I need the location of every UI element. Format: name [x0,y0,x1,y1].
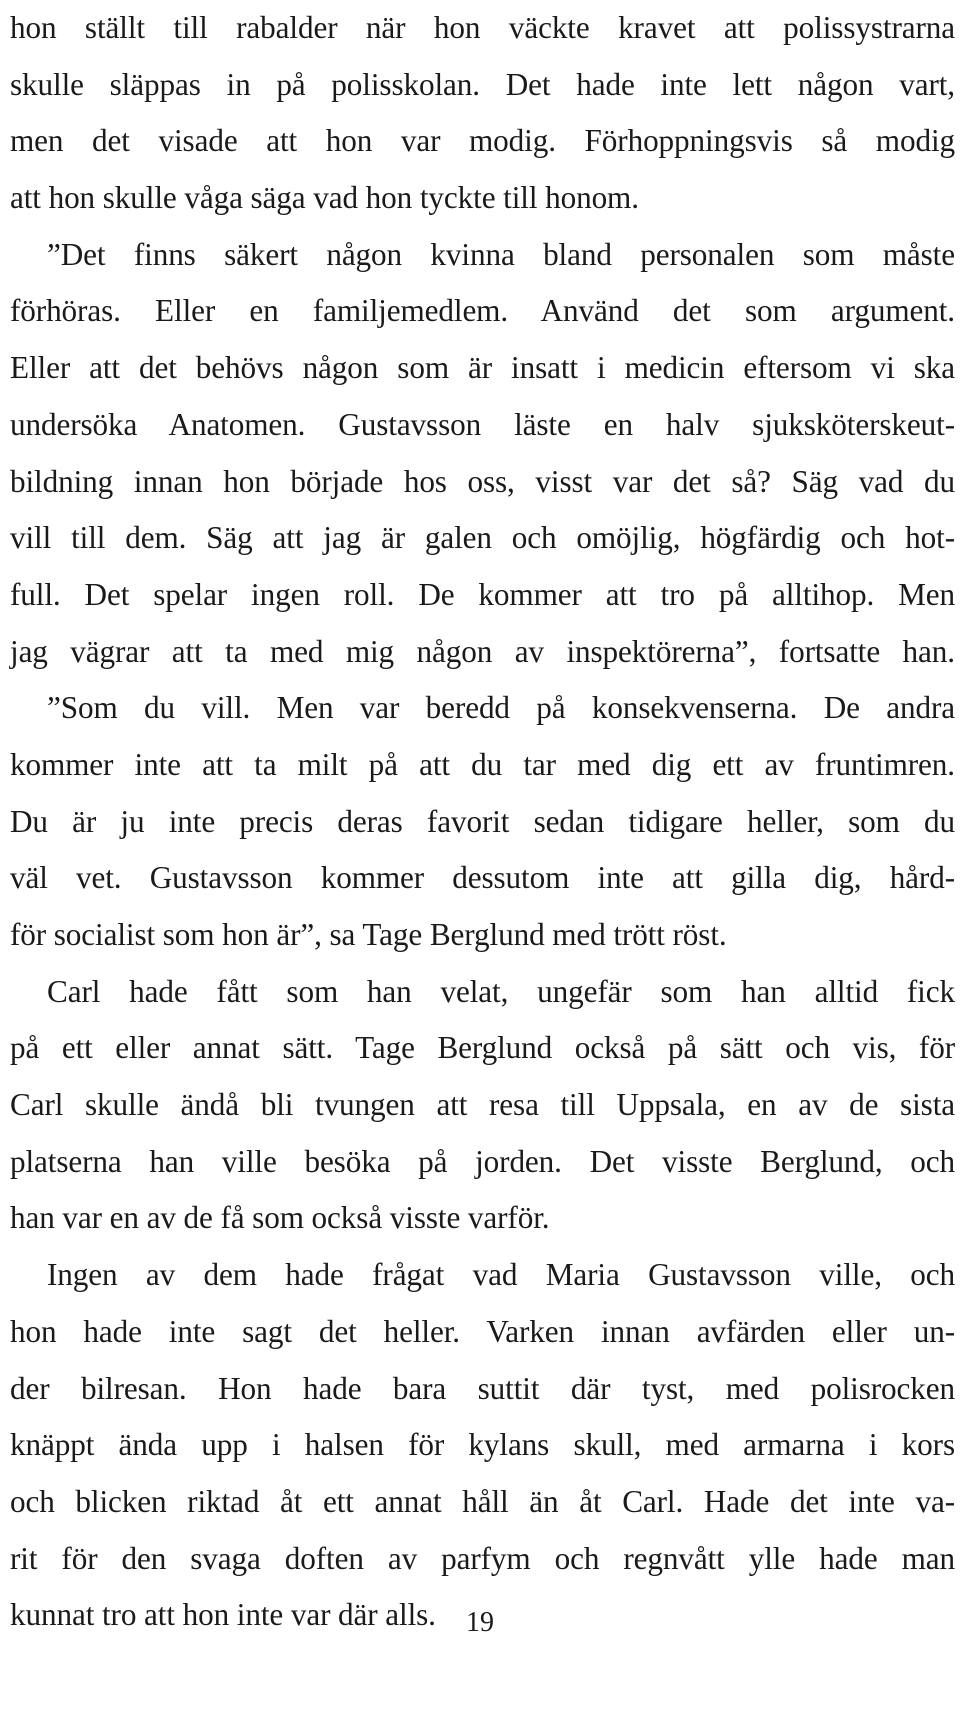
text-line: och blicken riktad åt ett annat håll än åt Carl. Hade det inte va- [10,1483,955,1519]
text-line: jag vägrar att ta med mig någon av inspektörerna”, fortsatte han. [10,633,955,669]
text-line: att hon skulle våga säga vad hon tyckte till honom. [10,180,639,216]
text-line: han var en av de få som också visste varför. [10,1200,550,1236]
paragraph-start-line: Carl hade fått som han velat, ungefär som han alltid fick [47,973,955,1009]
text-line: undersöka Anatomen. Gustavsson läste en halv sjuksköterskeut- [10,406,955,442]
text-line: förhöras. Eller en familjemedlem. Använd det som argument. [10,293,955,329]
text-line: väl vet. Gustavsson kommer dessutom inte att gilla dig, hård- [10,860,955,896]
paragraph-start-line: ”Som du vill. Men var beredd på konsekvenserna. De andra [47,690,955,726]
text-line: platserna han ville besöka på jorden. Det visste Berglund, och [10,1143,955,1179]
text-line: Du är ju inte precis deras favorit sedan tidigare heller, som du [10,803,955,839]
text-line: bildning innan hon började hos oss, visst var det så? Säg vad du [10,463,955,499]
text-line: full. Det spelar ingen roll. De kommer att tro på alltihop. Men [10,576,955,612]
text-page [10,0,955,1644]
text-line: der bilresan. Hon hade bara suttit där tyst, med polisrocken [10,1370,955,1406]
text-line: rit för den svaga doften av parfym och regnvått ylle hade man [10,1540,955,1576]
text-line: vill till dem. Säg att jag är galen och omöjlig, högfärdig och hot- [10,520,955,556]
text-line: knäppt ända upp i halsen för kylans skull, med armarna i kors [10,1427,955,1463]
text-line: hon hade inte sagt det heller. Varken innan avfärden eller un- [10,1313,955,1349]
page-number: 19 [466,1607,494,1638]
text-line: Eller att det behövs någon som är insatt i medicin eftersom vi ska [10,350,955,386]
text-line: men det visade att hon var modig. Förhoppningsvis så modig [10,123,955,159]
text-line: kunnat tro att hon inte var där alls. [10,1597,436,1633]
text-line: kommer inte att ta milt på att du tar med dig ett av fruntimren. [10,746,955,782]
text-line: Carl skulle ändå bli tvungen att resa till Uppsala, en av de sista [10,1087,955,1123]
paragraph-start-line: Ingen av dem hade frågat vad Maria Gustavsson ville, och [47,1257,955,1293]
paragraph-start-line: ”Det finns säkert någon kvinna bland personalen som måste [47,236,955,272]
text-line: för socialist som hon är”, sa Tage Berglund med trött röst. [10,917,727,952]
text-line: skulle släppas in på polisskolan. Det hade inte lett någon vart, [10,66,955,102]
text-line: hon ställt till rabalder när hon väckte kravet att polissystrarna [10,10,955,45]
text-line: på ett eller annat sätt. Tage Berglund också på sätt och vis, för [10,1030,955,1066]
